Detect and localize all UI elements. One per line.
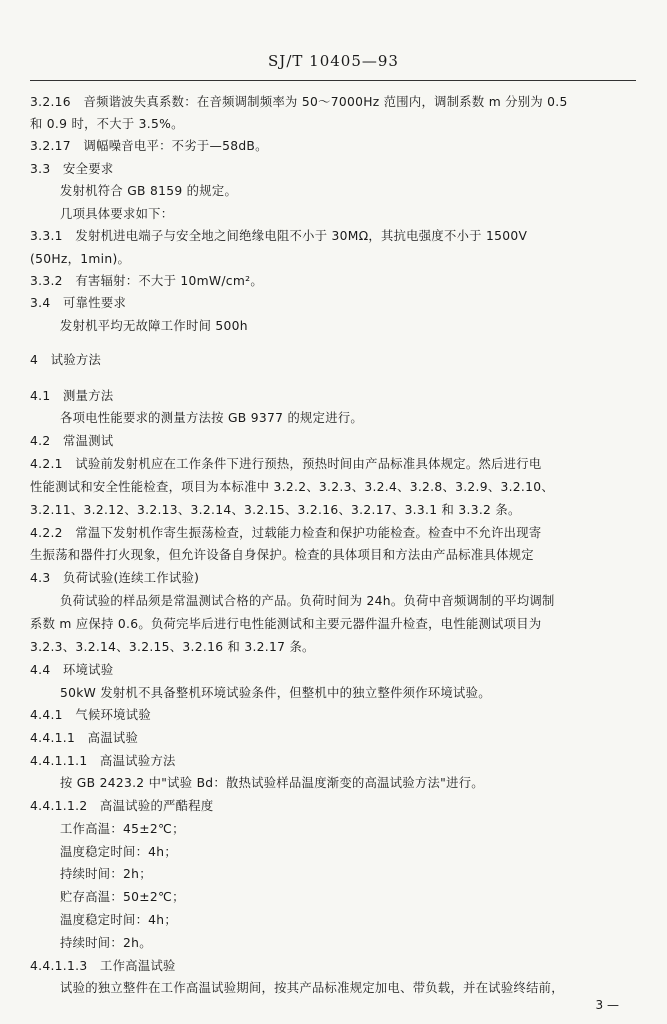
text-line: 各项电性能要求的测量方法按 GB 9377 的规定进行。 <box>60 411 364 425</box>
chapter-heading: 4 试验方法 <box>30 353 102 367</box>
running-header: SJ/T 10405—93 <box>268 52 399 70</box>
text-line: 贮存高温：50±2℃； <box>60 890 185 904</box>
section-heading: 4.4 环境试验 <box>30 663 114 677</box>
header-rule <box>30 80 636 81</box>
text-line: 性能测试和安全性能检查，项目为本标准中 3.2.2、3.2.3、3.2.4、3.2.8、3.2.9、3.2.10、 <box>30 480 554 494</box>
section-heading: 3.4 可靠性要求 <box>30 296 127 310</box>
text-line: (50Hz，1min)。 <box>30 252 131 266</box>
text-line: 持续时间：2h。 <box>60 936 152 950</box>
section-heading: 4.2 常温测试 <box>30 434 114 448</box>
text-line: 3.2.11、3.2.12、3.2.13、3.2.14、3.2.15、3.2.16、3.2.17、3.3.1 和 3.3.2 条。 <box>30 503 521 517</box>
text-line: 工作高温：45±2℃； <box>60 822 185 836</box>
text-line: 3.3.2 有害辐射：不大于 10mW/cm²。 <box>30 274 263 288</box>
page-number: 3 — <box>595 998 619 1012</box>
section-heading: 4.1 测量方法 <box>30 389 114 403</box>
text-line: 和 0.9 时，不大于 3.5%。 <box>30 117 184 131</box>
text-line: 试验的独立整件在工作高温试验期间，按其产品标准规定加电、带负载，并在试验终结前， <box>60 981 564 995</box>
section-heading: 4.4.1 气候环境试验 <box>30 708 151 722</box>
text-line: 3.2.3、3.2.14、3.2.15、3.2.16 和 3.2.17 条。 <box>30 640 315 654</box>
section-heading: 4.4.1.1 高温试验 <box>30 731 139 745</box>
text-line: 发射机平均无故障工作时间 500h <box>60 319 248 333</box>
text-line: 负荷试验的样品须是常温测试合格的产品。负荷时间为 24h。负荷中音频调制的平均调制 <box>60 594 555 608</box>
text-line: 4.2.2 常温下发射机作寄生振荡检查，过载能力检查和保护功能检查。检查中不允许出现寄 <box>30 526 542 540</box>
text-line: 几项具体要求如下： <box>60 207 174 221</box>
text-line: 温度稳定时间：4h； <box>60 913 177 927</box>
text-line: 3.3.1 发射机进电端子与安全地之间绝缘电阻不小于 30MΩ，其抗电强度不小于 1500V <box>30 229 528 243</box>
text-line: 温度稳定时间：4h； <box>60 845 177 859</box>
section-heading: 4.4.1.1.2 高温试验的严酷程度 <box>30 799 214 813</box>
text-line: 系数 m 应保持 0.6。负荷完毕后进行电性能测试和主要元器件温升检查，电性能测试项目为 <box>30 617 542 631</box>
text-line: 4.2.1 试验前发射机应在工作条件下进行预热，预热时间由产品标准具体规定。然后进行电 <box>30 457 542 471</box>
section-heading: 4.3 负荷试验(连续工作试验) <box>30 571 200 585</box>
text-line: 生振荡和器件打火现象，但允许设备自身保护。检查的具体项目和方法由产品标准具体规定 <box>30 548 534 562</box>
text-line: 3.2.17 调幅噪音电平：不劣于—58dB。 <box>30 139 268 153</box>
text-line: 按 GB 2423.2 中"试验 Bd：散热试验样品温度渐变的高温试验方法"进行。 <box>60 776 484 790</box>
text-line: 3.2.16 音频谐波失真系数：在音频调制频率为 50～7000Hz 范围内，调制系数 m 分别为 0.5 <box>30 95 568 109</box>
section-heading: 4.4.1.1.1 高温试验方法 <box>30 754 176 768</box>
text-line: 50kW 发射机不具备整机环境试验条件，但整机中的独立整件须作环境试验。 <box>60 686 491 700</box>
section-heading: 3.3 安全要求 <box>30 162 114 176</box>
section-heading: 4.4.1.1.3 工作高温试验 <box>30 959 176 973</box>
text-line: 发射机符合 GB 8159 的规定。 <box>60 184 238 198</box>
text-line: 持续时间：2h； <box>60 867 152 881</box>
